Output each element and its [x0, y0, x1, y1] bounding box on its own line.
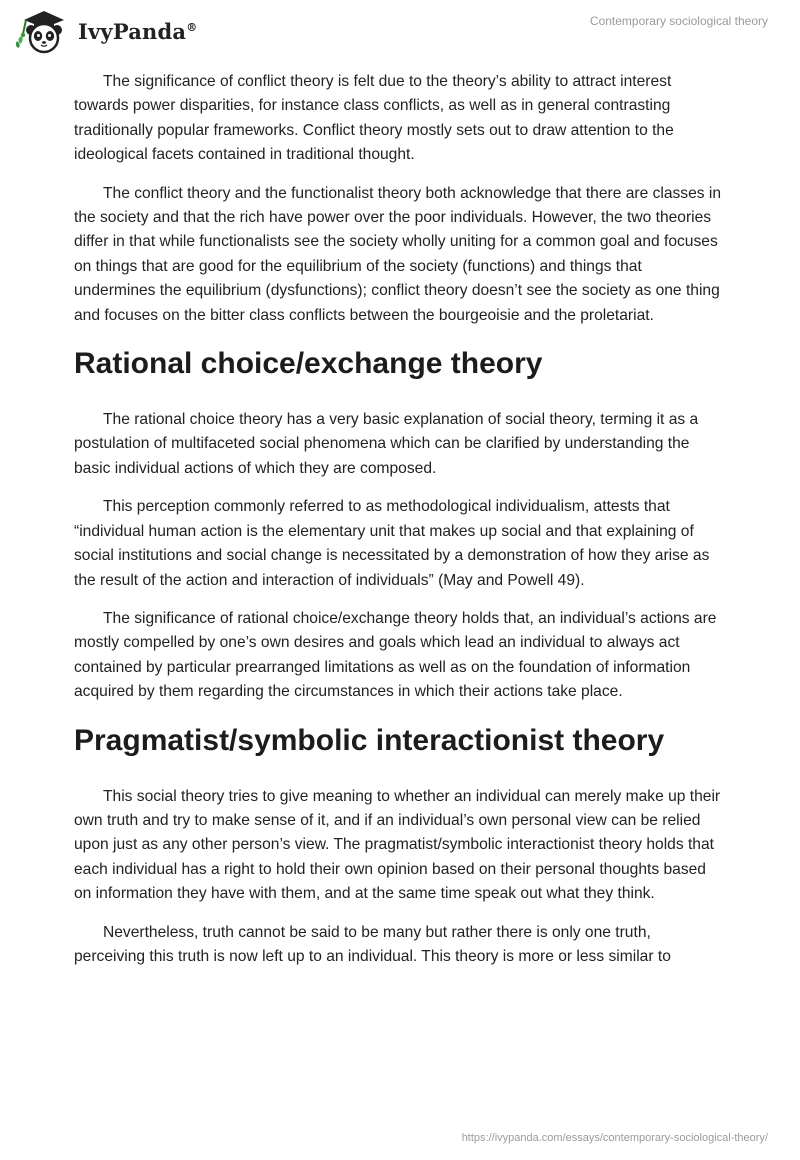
- section-heading-pragmatist: Pragmatist/symbolic interactionist theory: [74, 723, 665, 757]
- paragraph: Nevertheless, truth cannot be said to be many but rather there is only one truth, perceiving this truth is now left up to an individual. This theory is more or less similar to: [74, 923, 671, 965]
- paragraph: The conflict theory and the functionalist theory both acknowledge that there are classes in the society and that the rich have power over the poor individuals. However, the two theories differ in that while functionalists see the society wholly uniting for a common goal and focuses on things that are good for the equilibrium of the society (functions) and things that undermines the equilibrium (dysfunctions); conflict theory doesn’t see the society as one thing and focuses on the bitter class conflicts between the bourgeoisie and the proletariat.: [74, 184, 722, 324]
- paragraph: This perception commonly referred to as methodological individualism, attests that “individual human action is the elementary unit that makes up social and that explaining of social institutions and social change is necessitated by a demonstration of how they arise as the result of the action and interaction of individuals” (May and Powell 49).: [74, 498, 710, 589]
- source-url-link[interactable]: https://ivypanda.com/essays/contemporary-sociological-theory/: [461, 1132, 768, 1144]
- logo-wordmark: IvyPanda®: [78, 18, 198, 44]
- paragraph: The rational choice theory has a very basic explanation of social theory, terming it as a postulation of multifaceted social phenomena which can be clarified by understanding the basic individual actions of which they are composed.: [74, 411, 699, 477]
- essay-body: [74, 70, 724, 983]
- paragraph: The significance of rational choice/exchange theory holds that, an individual’s actions are mostly compelled by one’s own desires and goals which lead an individual to always act contained by particular prearranged limitations as well as on the foundation of information acquired by them regarding the circumstances in which their actions take place.: [74, 609, 717, 701]
- paragraph: The significance of conflict theory is felt due to the theory’s ability to attract interest towards power disparities, for instance class conflicts, as well as in general contrasting traditionally popular frameworks. Conflict theory mostly sets out to draw attention to the ideological facets contained in traditional thought.: [74, 73, 674, 164]
- panda-graduate-icon: [14, 8, 72, 54]
- ivypanda-logo[interactable]: [14, 8, 197, 54]
- page-header: [0, 0, 800, 60]
- paragraph: This social theory tries to give meaning to whether an individual can merely make up their own truth and try to make sense of it, and if an individual’s own personal view can be relied upon just as any other person’s view. The pragmatist/symbolic interactionist theory holds that each individual has a right to hold their own opinion based on their personal thoughts based on information they have with them, and at the same time speak out what they think.: [74, 787, 721, 903]
- document-title: Contemporary sociological theory: [589, 14, 768, 28]
- section-heading-rational-choice: Rational choice/exchange theory: [74, 347, 543, 381]
